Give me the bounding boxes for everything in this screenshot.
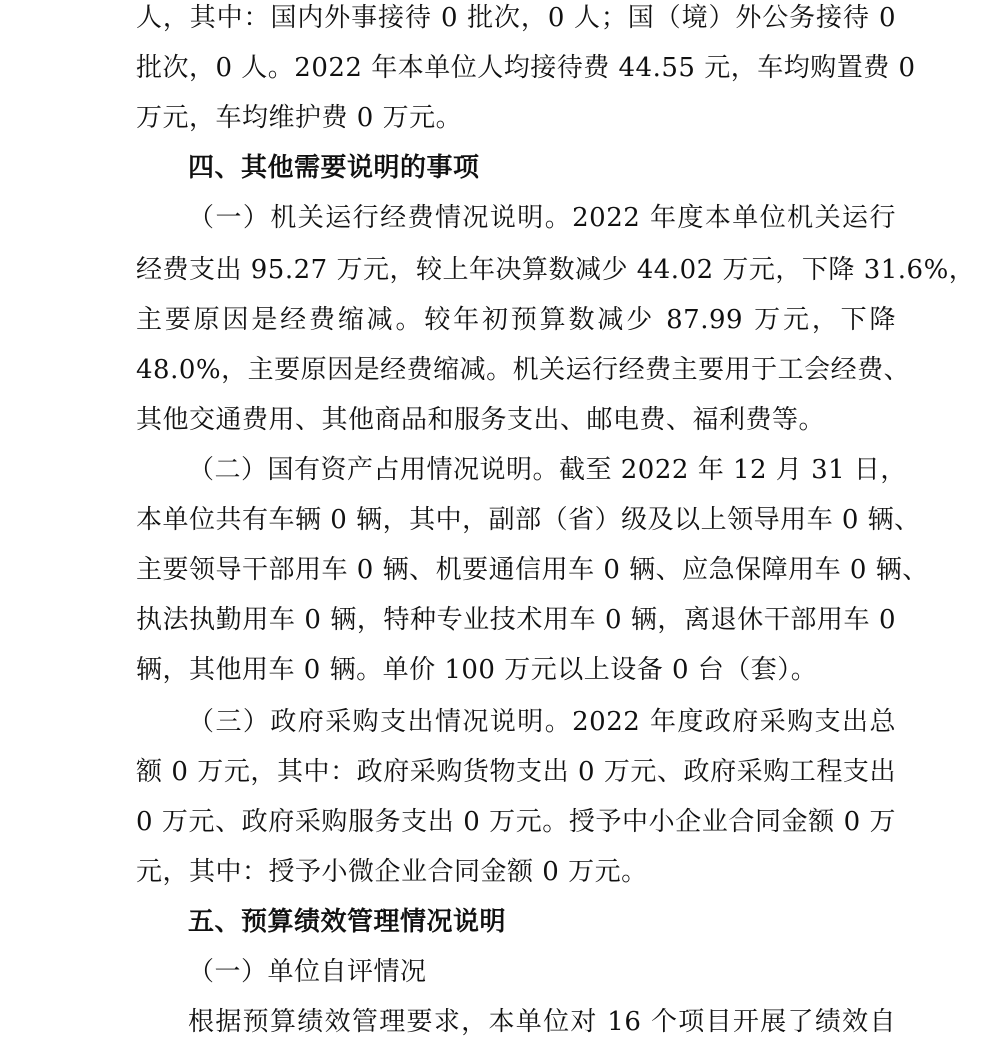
paragraph-line: 经费支出 95.27 万元，较上年决算数减少 44.02 万元，下降 31.6%， (136, 255, 976, 285)
paragraph-line: 元，其中：授予小微企业合同金额 0 万元。 (136, 857, 648, 887)
paragraph-line: 额 0 万元，其中：政府采购货物支出 0 万元、政府采购工程支出 (136, 757, 896, 787)
section-heading-4: 四、其他需要说明的事项 (188, 153, 480, 183)
paragraph-line: 其他交通费用、其他商品和服务支出、邮电费、福利费等。 (136, 405, 826, 435)
paragraph-line: 48.0%，主要原因是经费缩减。机关运行经费主要用于工会经费、 (136, 355, 911, 385)
section-heading-5: 五、预算绩效管理情况说明 (188, 907, 507, 937)
paragraph-line: （一）机关运行经费情况说明。2022 年度本单位机关运行 (188, 203, 896, 233)
paragraph-line: 万元，车均维护费 0 万元。 (136, 103, 463, 133)
paragraph-line: 主要原因是经费缩减。较年初预算数减少 87.99 万元，下降 (136, 305, 896, 335)
paragraph-line: （三）政府采购支出情况说明。2022 年度政府采购支出总 (188, 707, 896, 737)
paragraph-line: 人，其中：国内外事接待 0 批次，0 人；国（境）外公务接待 0 (136, 3, 896, 33)
paragraph-line: 根据预算绩效管理要求，本单位对 16 个项目开展了绩效自 (188, 1007, 896, 1037)
paragraph-line: 0 万元、政府采购服务支出 0 万元。授予中小企业合同金额 0 万 (136, 807, 896, 837)
paragraph-line: （二）国有资产占用情况说明。截至 2022 年 12 月 31 日， (188, 455, 907, 485)
paragraph-line: 辆，其他用车 0 辆。单价 100 万元以上设备 0 台（套）。 (136, 655, 818, 685)
paragraph-line: 本单位共有车辆 0 辆，其中，副部（省）级及以上领导用车 0 辆、 (136, 505, 921, 535)
paragraph-line: 主要领导干部用车 0 辆、机要通信用车 0 辆、应急保障用车 0 辆、 (136, 555, 929, 585)
paragraph-line: 执法执勤用车 0 辆，特种专业技术用车 0 辆，离退休干部用车 0 (136, 605, 896, 635)
subsection-heading: （一）单位自评情况 (188, 957, 427, 987)
paragraph-line: 批次，0 人。2022 年本单位人均接待费 44.55 元，车均购置费 0 (136, 53, 916, 83)
